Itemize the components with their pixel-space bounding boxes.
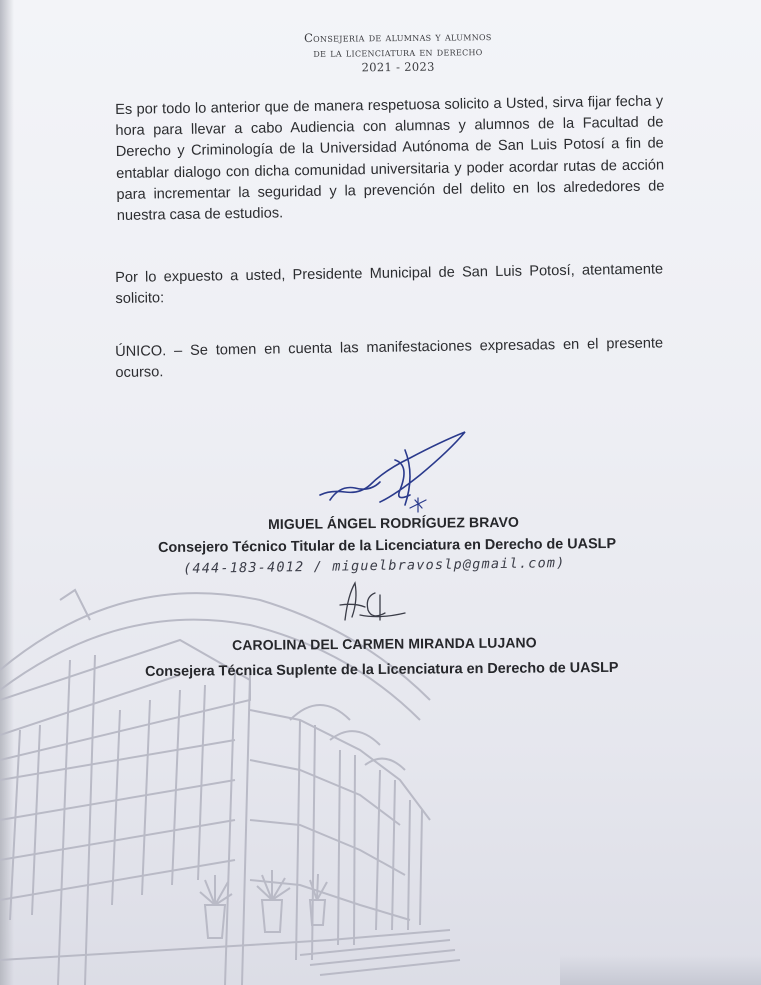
letterhead (268, 29, 528, 77)
signatory-1-role: Consejero Técnico Titular de la Licenciatura en Derecho de UASLP (158, 536, 617, 556)
body-paragraph-address: Por lo expuesto a usted, Presidente Municipal de San Luis Potosí, atentamente solicito: (115, 261, 664, 308)
letterhead-line-2: de la licenciatura en derecho (313, 44, 483, 60)
signatory-1-name: MIGUEL ÁNGEL RODRÍGUEZ BRAVO (268, 513, 520, 532)
handwritten-signature-2 (330, 575, 410, 625)
signatory-2-name: CAROLINA DEL CARMEN MIRANDA LUJANO (232, 634, 537, 653)
handwritten-contact-info: (444-183-4012 / miguelbravoslp@gmail.com) (183, 554, 566, 577)
signatory-2-role: Consejera Técnica Suplente de la Licenciatura en Derecho de UASLP (145, 659, 619, 680)
letterhead-period: 2021 - 2023 (361, 59, 435, 75)
body-paragraph-request: Es por todo lo anterior que de manera respetuosa solicito a Usted, sirva fijar fecha y hora para llevar a cabo Audiencia con alumnas y alumnos de la Facultad de Derecho y Criminología de la Universidad Autónoma de San Luis Potosí a fin de entablar dialogo con dicha comunidad universitaria y poder acordar rutas de acción para incrementar la seguridad y la prevención del delito en los alrededores de nuestra casa de estudios. (115, 93, 665, 225)
body-paragraph-unico: ÚNICO. – Se tomen en cuenta las manifestaciones expresadas en el presente ocurso. (115, 335, 664, 382)
page-bottom-shadow (560, 955, 761, 985)
letterhead-line-1: Consejeria de alumnas y alumnos (303, 29, 492, 45)
